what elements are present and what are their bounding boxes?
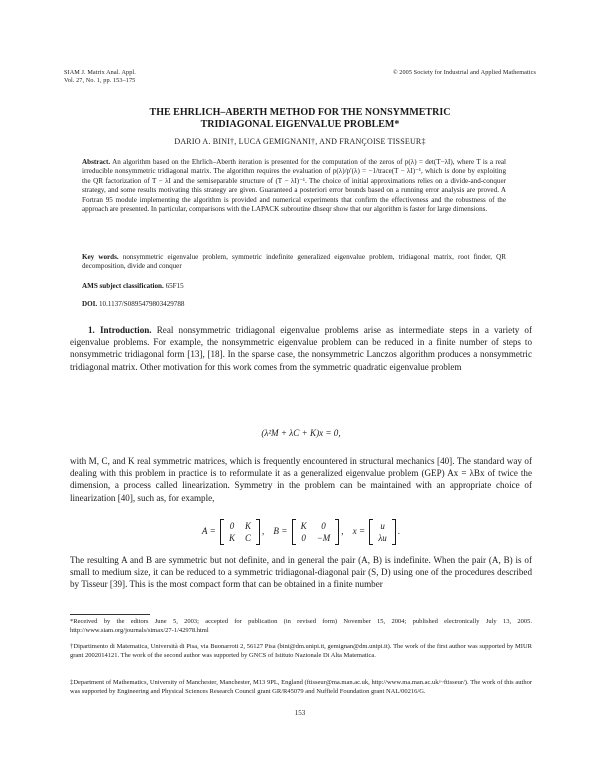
journal-name: SIAM J. Matrix Anal. Appl. [64, 69, 136, 76]
journal-info [64, 69, 136, 85]
matrix-a-label: A = [201, 526, 216, 537]
intro-paragraph-2: with M, C, and K real symmetric matrices, which is frequently encountered in structural mechanics [40]. The standard way of dealing with this problem in practice is to reformulate it as a generalized eigenvalue problem (GEP) Ax = λBx of twice the dimension, a process called linearization. Symmetry in the problem can be maintained with an appropriate choice of linearization [40], such as, for example, [70, 456, 532, 503]
matrix-a: 0 K K C [220, 519, 260, 545]
intro-text-1: Real nonsymmetric tridiagonal eigenvalue problems arise as intermediate steps in a variety of eigenvalue problems. For example, the nonsymmetric eigenvalue problem can be reduced in a finite number of steps to nonsymmetric tridiagonal form [13], [18]. In the sparse case, the nonsymmetric Lanczos algorithm produces a nonsymmetric tridiagonal matrix. Other motivation for this work comes from the symmetric quadratic eigenvalue problem [70, 325, 532, 372]
keywords [82, 253, 506, 272]
copyright-notice: © 2005 Society for Industrial and Applied Mathematics [392, 69, 536, 76]
matrix-b-label: B = [273, 526, 288, 537]
matrix-b: K 0 0 −M [292, 519, 340, 545]
ams-label: AMS subject classification. [82, 282, 164, 290]
abstract [82, 158, 506, 214]
paper-title [64, 107, 536, 131]
keywords-label: Key words. [82, 253, 119, 261]
journal-volume: Vol. 27, No. 1, pp. 153–175 [64, 77, 136, 84]
title-line-1: THE EHRLICH–ABERTH METHOD FOR THE NONSYMMETRIC [149, 107, 451, 118]
page-number: 153 [294, 709, 306, 717]
intro-paragraph-3: The resulting A and B are symmetric but not definite, and in general the pair (A, B) is indefinite. When the pair (A, B) is of small to medium size, it can be reduced to a symmetric tridiagonal-diagonal pair (S, D) using one of the procedures described by Tisseur [39]. This is the most compact form that can be obtained in a finite number [70, 555, 532, 590]
vector-x: u λu [369, 519, 395, 545]
keywords-text: nonsymmetric eigenvalue problem, symmetric indefinite generalized eigenvalue problem, tridiagonal matrix, root finder, QR decomposition, divide and conquer [82, 253, 506, 271]
equation-quadratic: (λ²M + λC + K)x = 0, [261, 428, 341, 438]
footnote-pisa: †Dipartimento di Matematica, Università di Pisa, via Buonarroti 2, 56127 Pisa (bini@dm.unipi.it, gemignan@dm.unipi.it). The work of the first author was supported by MIUR grant 2002014121. The work of the second author was supported by GNCS of Istituto Nazionale Di Alta Matematica. [70, 643, 532, 659]
footnote-rule [70, 614, 150, 615]
ams-classification [82, 282, 506, 291]
vector-x-label: x = [352, 526, 366, 537]
footnote-manchester: ‡Department of Mathematics, University of Manchester, Manchester, M13 9PL, England (ftisseur@ma.man.ac.uk, http://www.ma.man.ac.uk/~ftisseur/). The work of this author was supported by Engineering and Physical Sciences Research Council grant GR/R45079 and Nuffield Foundation grant NAL/00216/G. [70, 679, 532, 695]
doi-text: 10.1137/S0895479803429788 [98, 300, 185, 308]
abstract-text: An algorithm based on the Ehrlich–Aberth iteration is presented for the computation of the zeros of p(λ) = det(T−λI), where T is a real irreducible nonsymmetric tridiagonal matrix. The algorithm requires the evaluation of p(λ)/p′(λ) = −1/trace(T − λI)⁻¹, which is done by exploiting the QR factorization of T − λI and the semiseparable structure of (T − λI)⁻¹. The choice of initial approximations relies on a divide-and-conquer strategy, and some results motivating this strategy are given. Guaranteed a posteriori error bounds based on a running error analysis are proved. A Fortran 95 module implementing the algorithm is provided and numerical experiments that confirm the effectiveness and the robustness of the approach are presented. In particular, comparisons with the LAPACK subroutine dhseqr show that our algorithm is faster for large dimensions. [82, 158, 507, 214]
footnote-received: *Received by the editors June 5, 2003; accepted for publication (in revised form) November 15, 2004; published electronically July 13, 2005. http://www.siam.org/journals/simax/27-1/42978.html [70, 618, 532, 634]
doi-label: DOI. [82, 300, 98, 308]
author-list: DARIO A. BINI†, LUCA GEMIGNANI†, AND FRANÇOISE TISSEUR‡ [174, 137, 426, 146]
linearization-matrices: A = 0 K K C, B = K 0 0 −M, x = u λu. [201, 521, 401, 543]
abstract-label: Abstract. [82, 158, 111, 166]
section-heading: 1. Introduction. [88, 325, 152, 335]
doi [82, 300, 506, 309]
ams-text: 65F15 [165, 282, 184, 290]
intro-paragraph-1 [70, 324, 532, 373]
title-line-2: TRIDIAGONAL EIGENVALUE PROBLEM* [200, 119, 400, 130]
